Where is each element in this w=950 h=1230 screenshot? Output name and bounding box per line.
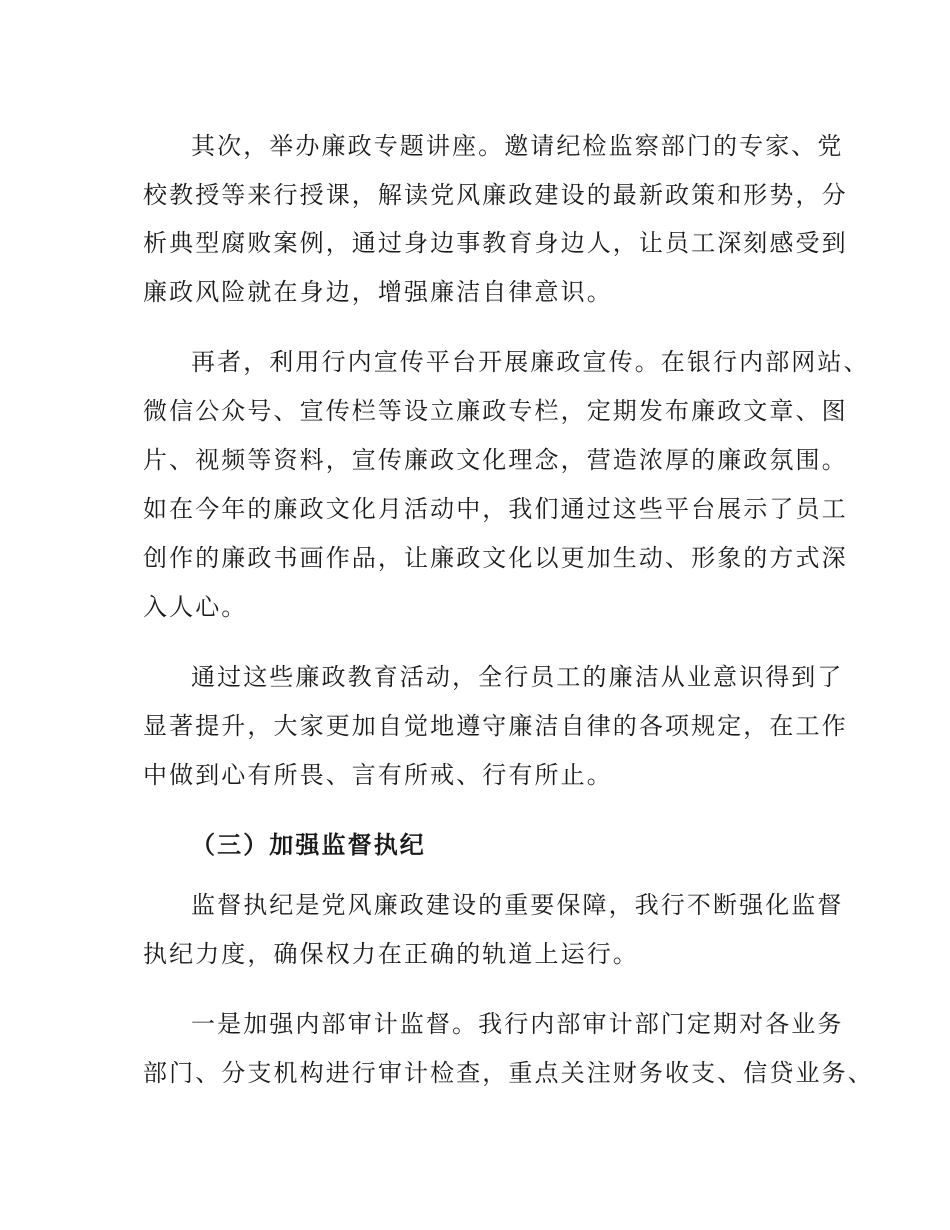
paragraph-line: 创作的廉政书画作品，让廉政文化以更加生动、形象的方式深 bbox=[143, 544, 848, 572]
paragraph-line: 入人心。 bbox=[143, 593, 248, 621]
paragraph-line: 执纪力度，确保权力在正确的轨道上运行。 bbox=[143, 940, 639, 968]
paragraph-line: 其次，举办廉政专题讲座。邀请纪检监察部门的专家、党 bbox=[191, 132, 844, 160]
paragraph-line: 再者，利用行内宣传平台开展廉政宣传。在银行内部网站、 bbox=[191, 348, 870, 376]
paragraph-line: 析典型腐败案例，通过身边事教育身边人，让员工深刻感受到 bbox=[143, 229, 848, 257]
paragraph-line: 通过这些廉政教育活动，全行员工的廉洁从业意识得到了 bbox=[191, 663, 844, 691]
paragraph-line: 片、视频等资料，宣传廉政文化理念，营造浓厚的廉政氛围。 bbox=[143, 446, 848, 474]
paragraph-line: 校教授等来行授课，解读党风廉政建设的最新政策和形势，分 bbox=[143, 181, 848, 209]
paragraph-line: 部门、分支机构进行审计检查，重点关注财务收支、信贷业务、 bbox=[143, 1059, 874, 1087]
paragraph-line: 一是加强内部审计监督。我行内部审计部门定期对各业务 bbox=[191, 1010, 844, 1038]
paragraph-line: 如在今年的廉政文化月活动中，我们通过这些平台展示了员工 bbox=[143, 495, 848, 523]
paragraph-line: 微信公众号、宣传栏等设立廉政专栏，定期发布廉政文章、图 bbox=[143, 397, 848, 425]
paragraph-line: 中做到心有所畏、言有所戒、行有所止。 bbox=[143, 761, 613, 789]
paragraph-line: 廉政风险就在身边，增强廉洁自律意识。 bbox=[143, 278, 613, 306]
paragraph-line: 监督执纪是党风廉政建设的重要保障，我行不断强化监督 bbox=[191, 891, 844, 919]
paragraph-line: 显著提升，大家更加自觉地遵守廉洁自律的各项规定，在工作 bbox=[143, 712, 848, 740]
section-heading: （三）加强监督执纪 bbox=[191, 831, 426, 859]
